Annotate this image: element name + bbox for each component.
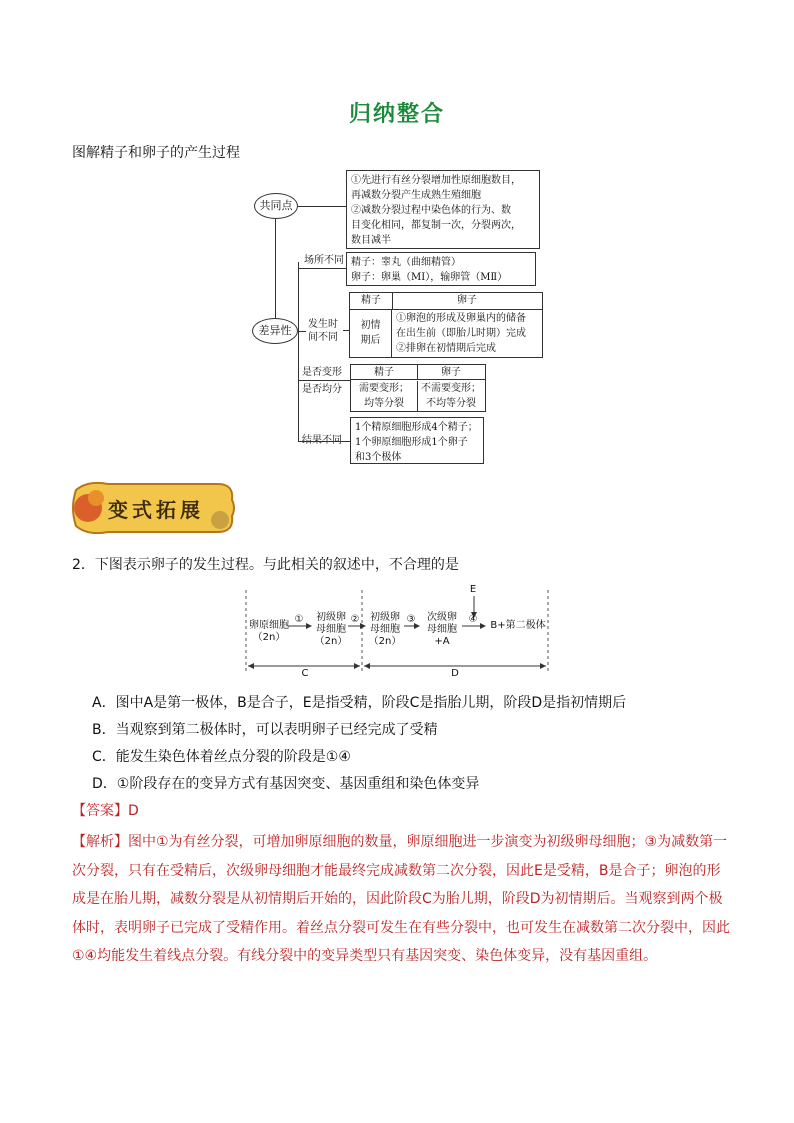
cell-primary-2	[366, 612, 404, 648]
time-head-sperm: 精子	[350, 293, 393, 310]
time-label	[308, 318, 338, 344]
result-text: 和3个极体	[355, 452, 402, 463]
time-egg-cell	[396, 311, 542, 356]
connector	[298, 262, 299, 442]
cell-oogonium	[248, 620, 290, 644]
deform-head-sperm: 精子	[351, 365, 418, 380]
deform-egg-cell	[417, 381, 485, 411]
answer: 【答案】D	[72, 803, 139, 819]
cell-text: 次级卵	[427, 612, 457, 623]
deform-sperm-text: 均等分裂	[364, 398, 404, 409]
result-text: 1个卵原细胞形成1个卵子	[355, 437, 468, 448]
cell-text: 母细胞+A	[427, 624, 457, 647]
step-3: ③	[406, 614, 416, 625]
step-1: ①	[294, 614, 304, 625]
cell-text: 卵原细胞	[249, 620, 289, 631]
result-box	[350, 417, 484, 464]
time-head-egg: 卵子	[392, 293, 542, 310]
place-text: 卵子：卵巢（MⅠ），输卵管（MⅡ）	[351, 272, 508, 283]
common-text: ①先进行有丝分裂增加性原细胞数目，	[351, 175, 521, 186]
cell-secondary	[420, 612, 464, 648]
stage-c: C	[301, 668, 309, 679]
oogenesis-figure	[240, 584, 560, 680]
common-text: 数目减半	[351, 235, 391, 246]
banner-variation	[68, 478, 238, 538]
connector	[298, 441, 350, 442]
common-box	[346, 170, 540, 249]
time-egg-text: ①卵泡的形成及卵巢内的储备	[396, 313, 526, 324]
cell-primary-1	[312, 612, 350, 648]
place-label: 场所不同	[304, 255, 344, 266]
connector	[298, 380, 350, 381]
banner-text: 变式拓展	[108, 498, 204, 522]
connector	[275, 219, 276, 319]
connector	[298, 206, 346, 207]
result-text: 1个精原细胞形成4个精子；	[355, 422, 478, 433]
common-node: 共同点	[254, 193, 298, 219]
cell-text: （2n）	[314, 636, 348, 647]
place-text: 精子：睾丸（曲细精管）	[351, 257, 461, 268]
label-e: E	[469, 584, 477, 595]
time-label-line: 发生时	[308, 319, 338, 330]
deform-box	[350, 364, 486, 412]
option-d: D．①阶段存在的变异方式有基因突变、基因重组和染色体变异	[92, 776, 480, 792]
option-b: B．当观察到第二极体时，可以表明卵子已经完成了受精	[92, 722, 438, 738]
time-egg-text: ②排卵在初情期后完成	[396, 343, 496, 354]
time-box	[349, 292, 543, 358]
deform-sperm-cell	[351, 381, 418, 411]
common-text: ②减数分裂过程中染色体的行为、数	[351, 205, 511, 216]
step-2: ②	[350, 614, 360, 625]
cell-text: （2n）	[368, 636, 402, 647]
page-title: 归纳整合	[348, 101, 445, 127]
final-product: B+第二极体	[490, 620, 546, 631]
deform-egg-text: 不需要变形；	[421, 383, 481, 394]
option-a: A．图中A是第一极体，B是合子，E是指受精，阶段C是指胎儿期，阶段D是指初情期后	[92, 695, 627, 711]
deform-label: 是否变形	[302, 367, 342, 378]
time-sperm-text: 初情	[360, 320, 381, 331]
time-sperm-text: 期后	[360, 335, 381, 346]
cell-text: 母细胞	[370, 624, 400, 635]
stage-d: D	[451, 668, 459, 679]
step-4: ④	[468, 614, 478, 625]
deform-sperm-text: 需要变形；	[359, 383, 409, 394]
connector	[298, 268, 346, 269]
common-text: 目变化相同，都复制一次，分裂两次，	[351, 220, 521, 231]
cell-text: 初级卵	[316, 612, 346, 623]
time-egg-text: 在出生前（即胎儿时期）完成	[396, 328, 526, 339]
equal-label: 是否均分	[302, 384, 342, 395]
section-subtitle: 图解精子和卵子的产生过程	[72, 145, 240, 161]
cell-text: 母细胞	[316, 624, 346, 635]
diff-node: 差异性	[252, 318, 298, 344]
deform-egg-text: 不均等分裂	[426, 398, 476, 409]
connector	[298, 331, 306, 332]
cell-text: （2n）	[252, 632, 286, 643]
time-label-line: 间不同	[308, 332, 338, 343]
time-sperm-cell	[350, 310, 392, 357]
place-box	[346, 252, 536, 286]
question-text: 2．下图表示卵子的发生过程。与此相关的叙述中，不合理的是	[72, 557, 459, 573]
cell-text: 初级卵	[370, 612, 400, 623]
explanation: 【解析】图中①为有丝分裂，可增加卵原细胞的数量，卵原细胞进一步演变为初级卵母细胞；③为减数第一次分裂，只有在受精后，次级卵母细胞才能最终完成减数第二次分裂，因此E是受精，B是合子；卵泡的形成是在胎儿期，减数分裂是从初情期后开始的，因此阶段C为胎儿期，阶段D为初情期后。当观察到两个极体时，表明卵子已完成了受精作用。着丝点分裂可发生在有些分裂中，也可发生在减数第二次分裂中，因此①④均能发生着线点分裂。有线分裂中的变异类型只有基因突变、染色体变异，没有基因重组。	[72, 834, 730, 964]
common-text: 再减数分裂产生成熟生殖细胞	[351, 190, 481, 201]
deform-head-egg: 卵子	[417, 365, 485, 380]
option-c: C．能发生染色体着丝点分裂的阶段是①④	[92, 749, 351, 765]
